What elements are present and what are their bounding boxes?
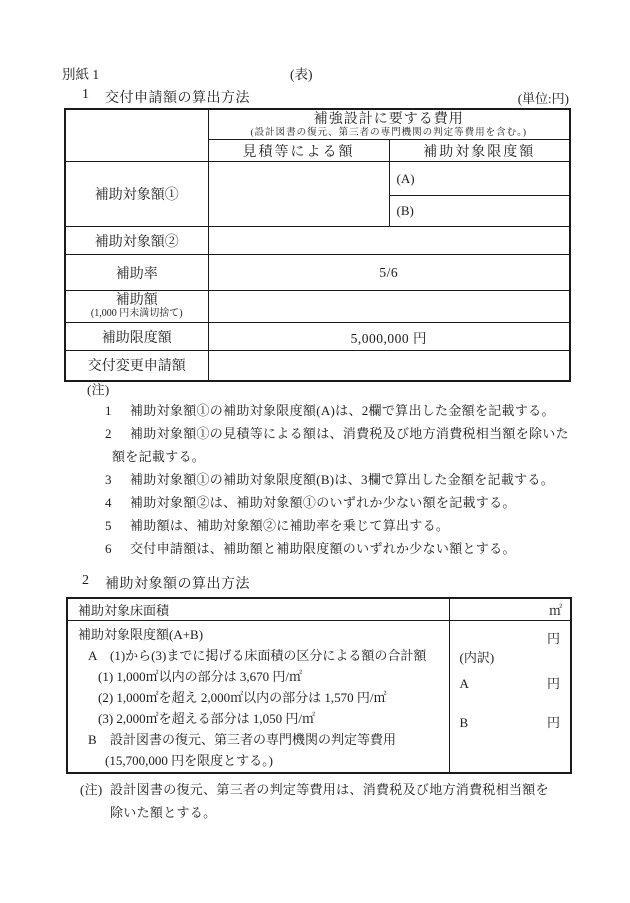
unit-note: (単位:円) [517, 91, 569, 106]
note2-heading: (注) [80, 782, 103, 797]
grant-application-table [64, 108, 571, 382]
item-b-cap-line: (15,700,000 円を限度とする。) [105, 753, 273, 768]
note-item: 2 補助対象額①の見積等による額は、消費税及び地方消費税相当額を除いた [105, 426, 569, 441]
note-item-continuation: 額を記載する。 [112, 449, 206, 464]
subsidy-value-cell [208, 291, 570, 323]
section1-title: 交付申請額の算出方法 [105, 91, 250, 106]
subsidy-sublabel: (1,000 円未満切捨て) [90, 308, 183, 319]
total-unit: 円 [546, 631, 560, 646]
limit-value: 5,000,000 円 [208, 323, 570, 351]
section1-number: 1 [82, 87, 89, 102]
row-label-change: 交付変更申請額 [65, 351, 208, 381]
column-header-limit: 補助対象限度額 [389, 140, 570, 162]
row-label-rate: 補助率 [65, 255, 208, 291]
row-label-target2: 補助対象額② [65, 227, 208, 255]
target1-estimate-cell [208, 162, 389, 227]
tier2-line: (2) 1,000㎡を超え 2,000㎡以内の部分は 1,570 円/㎡ [98, 690, 387, 705]
floor-area-label: 補助対象床面積 [67, 598, 449, 621]
note-item: 3 補助対象額①の補助対象限度額(B)は、3欄で算出した金額を記載する。 [105, 472, 555, 487]
rate-value: 5/6 [208, 255, 570, 291]
notes-heading: (注) [87, 382, 110, 397]
cost-header-subtitle: (設計図書の復元、第三者の専門機関の判定等費用を含む。) [250, 128, 528, 138]
section2-note [80, 779, 575, 824]
item-a-line: A (1)から(3)までに掲げる床面積の区分による額の合計額 [88, 648, 427, 663]
note-item: 5 補助額は、補助対象額②に補助率を乗じて算出する。 [105, 518, 450, 533]
section2-title: 補助対象額の算出方法 [105, 577, 250, 592]
limit-title: 補助対象限度額(A+B) [78, 627, 204, 642]
row-label-target1: 補助対象額① [65, 162, 208, 227]
section2-number: 2 [82, 573, 89, 588]
blank-corner-cell [65, 109, 208, 162]
limit-a-label: (A) [396, 170, 415, 186]
cost-header-title: 補強設計に要する費用 [313, 112, 464, 127]
cost-header-cell [208, 109, 570, 140]
subsidy-label: 補助額 [115, 293, 158, 308]
attachment-label: 別紙 1 [62, 67, 100, 82]
tier3-line: (3) 2,000㎡を超える部分は 1,050 円/㎡ [98, 711, 316, 726]
target2-value-cell [208, 227, 570, 255]
tier1-line: (1) 1,000㎡以内の部分は 3,670 円/㎡ [98, 669, 303, 684]
column-header-estimate: 見積等による額 [208, 140, 389, 162]
notes-list [105, 399, 577, 560]
note2-text: 設計図書の復元、第三者の判定等費用は、消費税及び地方消費税相当額を 除いた額とする。 [110, 782, 549, 820]
breakdown-row-a: A 円 [459, 676, 560, 691]
breakdown-row-b: B 円 [459, 715, 560, 730]
item-b-line: B 設計図書の復元、第三者の専門機関の判定等費用 [88, 732, 397, 747]
row-label-subsidy [65, 291, 208, 323]
change-value-cell [208, 351, 570, 381]
row-label-limit: 補助限度額 [65, 323, 208, 351]
limit-b-cell [389, 196, 570, 227]
section1-notes [87, 380, 577, 560]
table-marker: (表) [290, 67, 313, 82]
note-item: 4 補助対象額②は、補助対象額①のいずれか少ない額を記載する。 [105, 495, 516, 510]
breakdown-label: (内訳) [459, 650, 495, 665]
target-amount-table [66, 597, 572, 774]
limit-b-label: (B) [396, 203, 414, 218]
floor-area-unit: ㎡ [449, 598, 571, 621]
note-item: 1 補助対象額①の補助対象限度額(A)は、2欄で算出した金額を記載する。 [105, 403, 555, 418]
note-item: 6 交付申請額は、補助額と補助限度額のいずれか少ない額とする。 [105, 541, 516, 556]
amount-column-cell [449, 621, 571, 774]
limit-a-cell [389, 162, 570, 196]
limit-breakdown-cell [67, 621, 449, 774]
